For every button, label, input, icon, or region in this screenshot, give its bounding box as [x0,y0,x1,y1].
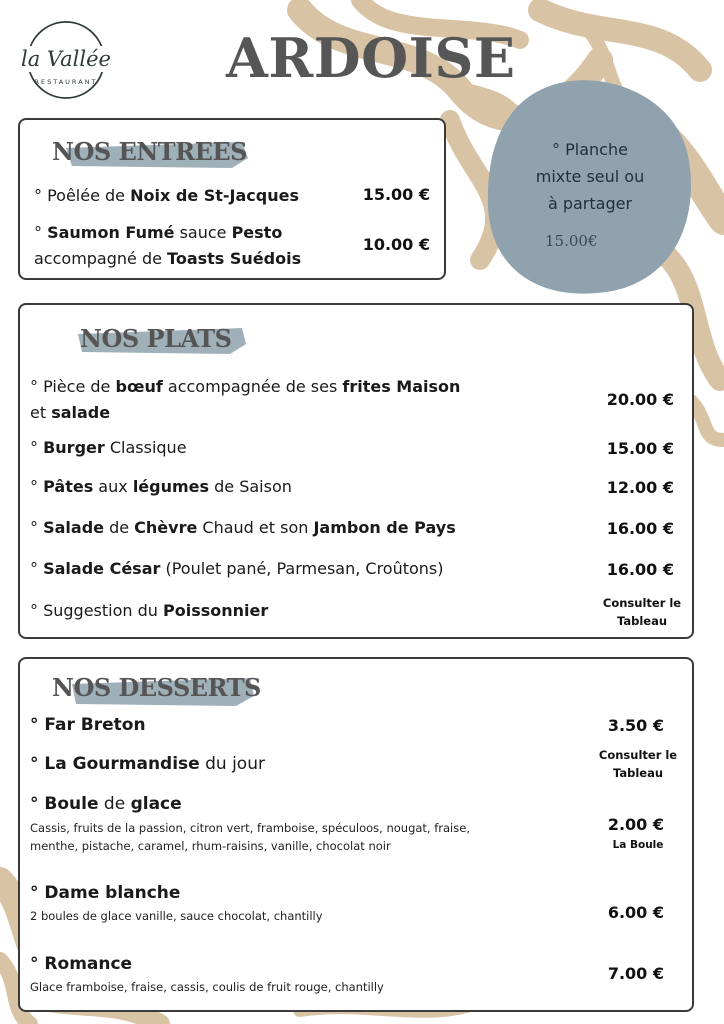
entree-item: ° Saumon Fumé sauce Pesto accompagné de Toasts Suédois [34,223,302,268]
plat-price: 16.00 € [606,519,674,538]
logo-script: la Vallée [21,47,111,71]
entree-price: 10.00 € [362,235,430,254]
plat-item: ° Pâtes aux légumes de Saison [30,477,292,496]
plat-item: ° Suggestion du Poissonnier [30,601,269,620]
entree-item: ° Poêlée de Noix de St-Jacques [34,186,300,205]
plats-title: NOS PLATS [80,324,232,353]
special-description: ° Planche mixte seul ou à partager [535,140,645,213]
plat-item: ° Pièce de bœuf accompagnée de ses frites Maison et salade [30,377,461,422]
plat-price: 20.00 € [606,390,674,409]
plat-item: ° Salade de Chèvre Chaud et son Jambon de Pays [30,518,456,537]
dessert-price: 7.00 € [607,964,664,983]
desserts-title: NOS DESSERTS [52,673,261,702]
entree-price: 15.00 € [362,185,430,204]
plat-price: 15.00 € [606,439,674,458]
dessert-description: 2 boules de glace vanille, sauce chocolat, chantilly [30,909,323,923]
plat-item: ° Salade César (Poulet pané, Parmesan, Croûtons) [30,559,444,578]
dessert-description: Cassis, fruits de la passion, citron vert, framboise, spéculoos, nougat, fraise, menthe, pistache, caramel, rhum-raisins, vanille, chocolat noir [30,821,470,853]
plat-price-note: Consulter le Tableau [602,596,682,628]
restaurant-logo [14,18,118,102]
page-title: ARDOISE [226,26,516,90]
plat-price: 12.00 € [606,478,674,497]
dessert-price: 2.00 € [607,815,664,834]
dessert-price: 6.00 € [607,903,664,922]
special-price: 15.00€ [545,232,598,250]
plat-item: ° Burger Classique [30,438,187,457]
dessert-price-note: Consulter le Tableau [598,748,678,780]
dessert-item: ° Boule de glace [30,794,182,814]
plat-price: 16.00 € [606,560,674,579]
entrees-title: NOS ENTREES [52,137,247,166]
logo-subtitle: RESTAURANT [34,78,98,86]
dessert-unit: La Boule [612,839,664,851]
dessert-item: ° Far Breton [30,715,146,735]
dessert-item: ° La Gourmandise du jour [30,754,265,774]
dessert-item: ° Romance [30,954,133,974]
dessert-price: 3.50 € [607,716,664,735]
dessert-item: ° Dame blanche [30,883,181,903]
dessert-description: Glace framboise, fraise, cassis, coulis de fruit rouge, chantilly [30,980,384,994]
